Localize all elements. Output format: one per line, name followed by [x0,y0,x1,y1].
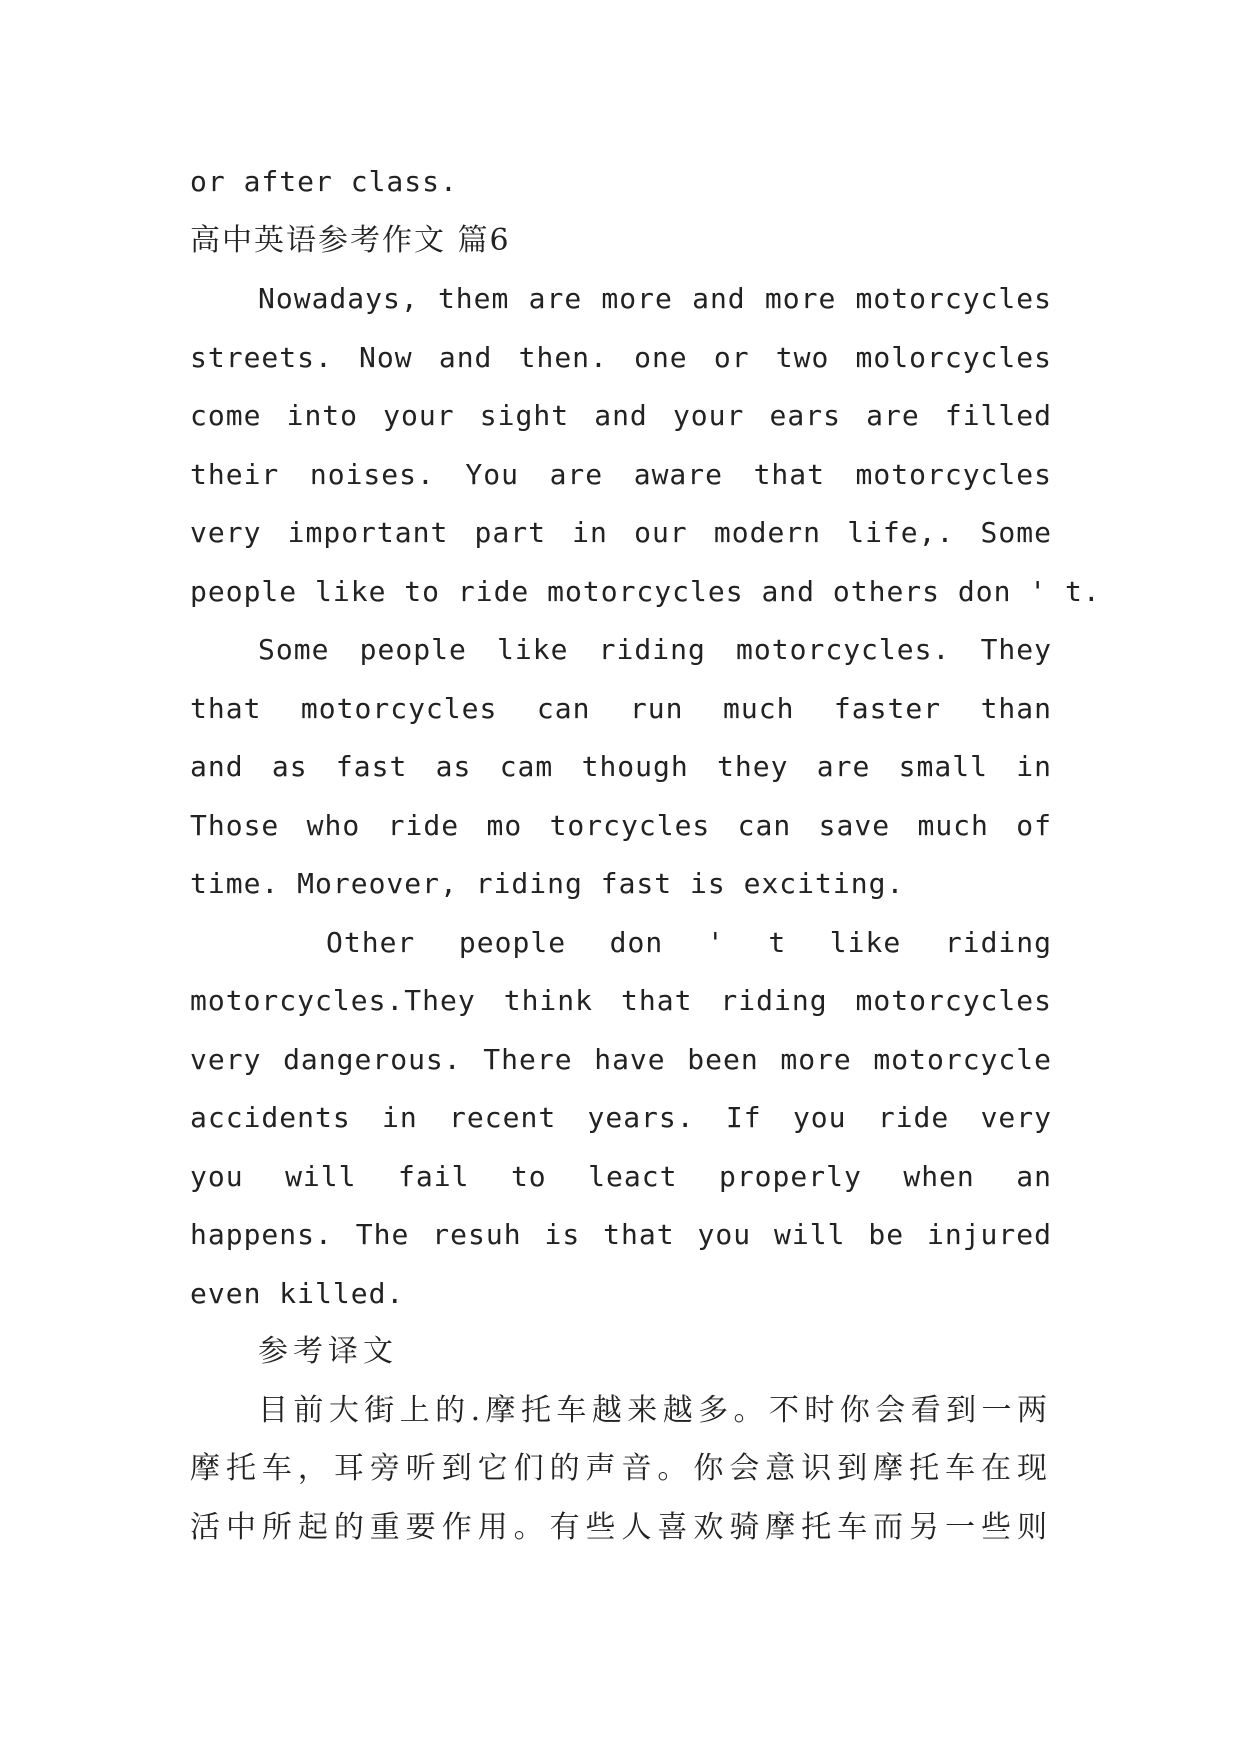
text-line: Some people like riding motorcycles. They [258,633,1052,666]
section-heading: 高中英语参考作文 篇6 [190,222,511,258]
text-line: or after class. [190,165,458,198]
text-line: that motorcycles can run much faster than [190,691,1052,725]
text-line: and as fast as cam though they are small in [190,750,1052,783]
text-line: Other people don ' t like riding [326,925,1052,959]
text-line: motorcycles.They think that riding motorcycles [190,984,1052,1017]
text-line: Nowadays, them are more and more motorcycles [258,282,1052,315]
text-line: very important part in our modern life,. Some [190,516,1052,549]
text-line: even killed. [190,1276,405,1310]
text-line: come into your sight and your ears are filled [190,399,1052,432]
text-line: happens. The resuh is that you will be injured [190,1218,1052,1251]
text-line: streets. Now and then. one or two molorcycles [190,340,1052,374]
text-line: their noises. You are aware that motorcycles [190,457,1052,491]
text-line: Those who ride mo torcycles can save much of [190,808,1052,842]
translation-line: 摩托车，耳旁听到它们的声音。你会意识到摩托车在现 [190,1451,1052,1486]
text-line: time. Moreover, riding fast is exciting. [190,867,905,900]
translation-line: 活中所起的重要作用。有些人喜欢骑摩托车而另一些则 [190,1509,1052,1545]
text-line: people like to ride motorcycles and others don ' t. [190,574,1101,608]
text-line: accidents in recent years. If you ride very [190,1101,1052,1134]
translation-line: 目前大街上的.摩托车越来越多。不时你会看到一两 [258,1392,1052,1428]
text-line: very dangerous. There have been more motorcycle [190,1042,1052,1076]
text-line: you will fail to leact properly when an [190,1159,1052,1193]
essay-text [190,153,1101,1557]
translation-heading: 参考译文 [258,1334,398,1369]
